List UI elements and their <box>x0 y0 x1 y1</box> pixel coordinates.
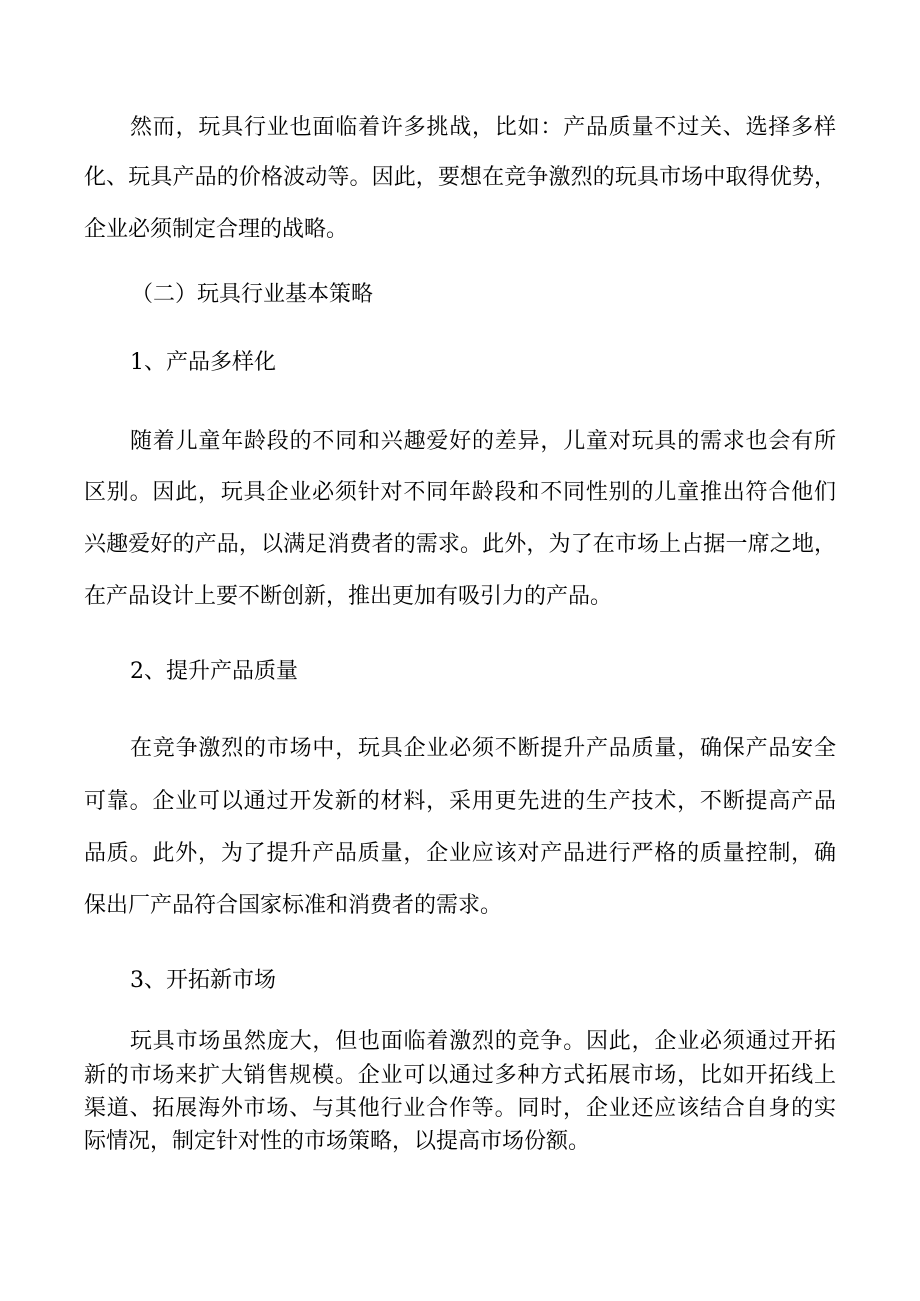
heading-new-markets: 3、开拓新市场 <box>130 968 276 993</box>
paragraph-2-line-3: 兴趣爱好的产品，以满足消费者的需求。此外，为了在市场上占据一席之地， <box>84 532 836 557</box>
heading-improve-quality: 2、提升产品质量 <box>130 659 298 684</box>
paragraph-3-line-1: 在竞争激烈的市场中，玩具企业必须不断提升产品质量，确保产品安全 <box>130 736 836 761</box>
paragraph-1-line-2: 化、玩具产品的价格波动等。因此，要想在竞争激烈的玩具市场中取得优势， <box>84 165 836 190</box>
paragraph-1-line-1: 然而，玩具行业也面临着许多挑战，比如：产品质量不过关、选择多样 <box>130 115 836 140</box>
paragraph-4-line-4: 际情况，制定针对性的市场策略，以提高市场份额。 <box>84 1129 591 1154</box>
paragraph-3-line-4: 保出厂产品符合国家标准和消费者的需求。 <box>84 893 503 918</box>
paragraph-3-line-3: 品质。此外，为了提升产品质量，企业应该对产品进行严格的质量控制，确 <box>84 841 836 866</box>
paragraph-2-line-2: 区别。因此，玩具企业必须针对不同年龄段和不同性别的儿童推出符合他们 <box>84 480 836 505</box>
paragraph-2-line-1: 随着儿童年龄段的不同和兴趣爱好的差异，儿童对玩具的需求也会有所 <box>130 429 836 454</box>
section-title: （二）玩具行业基本策略 <box>131 282 374 307</box>
paragraph-3-line-2: 可靠。企业可以通过开发新的材料，采用更先进的生产技术，不断提高产品 <box>84 789 836 814</box>
paragraph-2-line-4: 在产品设计上要不断创新，推出更加有吸引力的产品。 <box>84 584 613 609</box>
paragraph-1-line-3: 企业必须制定合理的战略。 <box>84 217 349 242</box>
paragraph-4-line-2: 新的市场来扩大销售规模。企业可以通过多种方式拓展市场，比如开拓线上 <box>84 1063 836 1088</box>
paragraph-4-line-3: 渠道、拓展海外市场、与其他行业合作等。同时，企业还应该结合自身的实 <box>84 1096 836 1121</box>
paragraph-4-line-1: 玩具市场虽然庞大，但也面临着激烈的竞争。因此，企业必须通过开拓 <box>130 1029 836 1054</box>
heading-product-diversification: 1、产品多样化 <box>130 350 276 375</box>
